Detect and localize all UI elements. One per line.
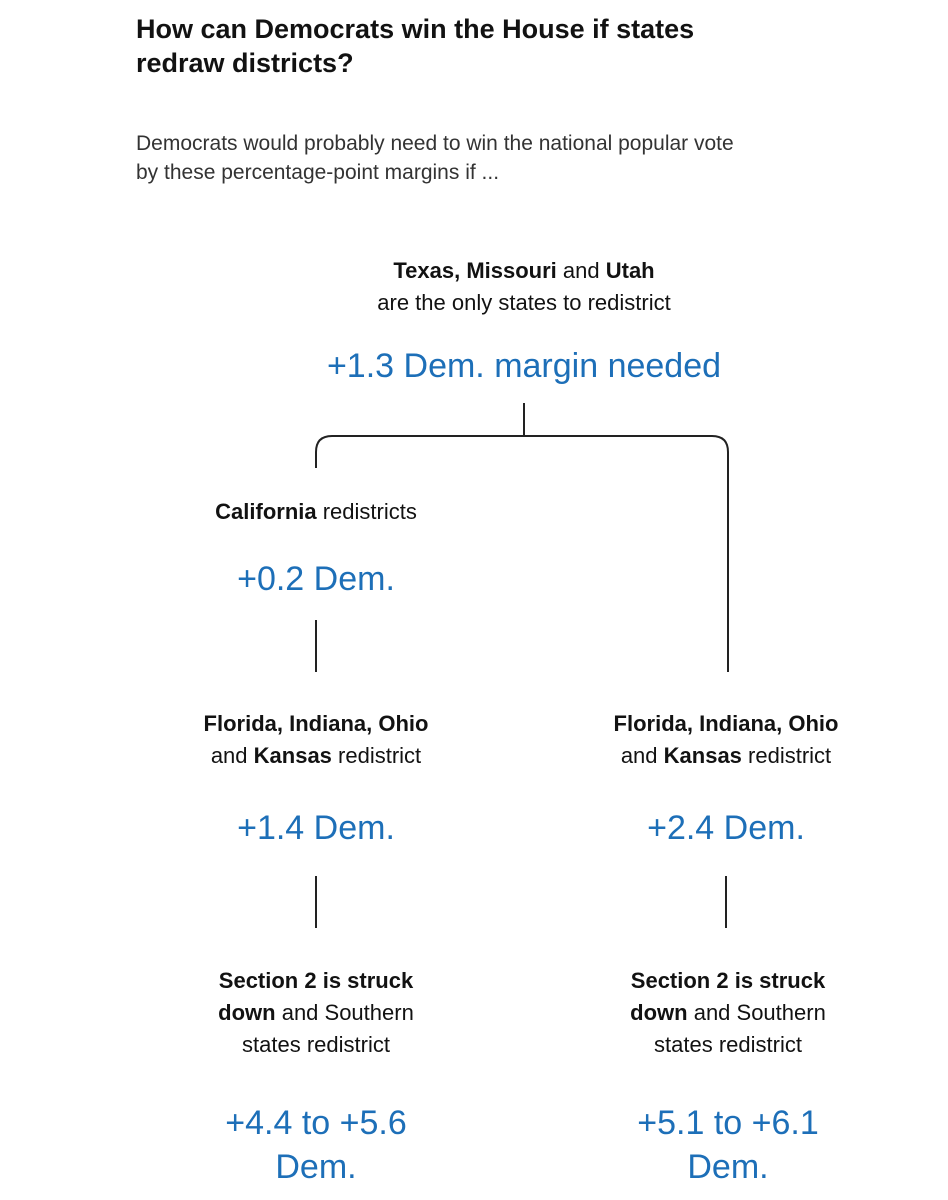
california-rest: redistricts: [316, 499, 417, 524]
right-florida-value: +2.4 Dem.: [647, 809, 805, 847]
left-section2-southern: and Southern: [275, 1000, 414, 1025]
right-kansas-bold: Kansas: [663, 743, 742, 768]
right-florida-redistrict: redistrict: [741, 743, 832, 768]
root-states-mid: and: [556, 258, 606, 283]
left-florida-group-label: [146, 708, 486, 772]
right-section2-bold-1: Section 2 is struck: [630, 968, 826, 993]
right-florida-and: and: [620, 743, 664, 768]
left-section2-line3: states redistrict: [242, 1032, 390, 1057]
root-scenario-line2: are the only states to redistrict: [377, 290, 671, 315]
left-california-value: +0.2 Dem.: [237, 560, 395, 598]
root-states-bold-2: Utah: [605, 258, 655, 283]
left-section2-bold-1: Section 2 is struck: [218, 968, 414, 993]
root-margin-value: +1.3 Dem. margin needed: [326, 347, 722, 385]
right-section2-value-line2: Dem.: [687, 1148, 769, 1186]
right-florida-group-label: [553, 708, 899, 772]
right-section2-southern: and Southern: [687, 1000, 826, 1025]
left-florida-value: +1.4 Dem.: [237, 809, 395, 847]
left-section2-value-line1: +4.4 to +5.6: [225, 1104, 407, 1142]
left-section2-bold-2: down: [218, 1000, 276, 1025]
california-bold: California: [215, 499, 317, 524]
root-states-bold-1: Texas, Missouri: [393, 258, 557, 283]
page-subtitle: Democrats would probably need to win the national popular vote by these percentage-point margins if ...: [136, 132, 734, 184]
left-florida-and: and: [210, 743, 254, 768]
left-florida-redistrict: redistrict: [331, 743, 422, 768]
left-florida-states-bold: Florida, Indiana, Ohio: [203, 711, 429, 736]
left-section2-value: [166, 1101, 466, 1189]
left-section2-label: [146, 965, 486, 1061]
root-scenario-label: [274, 255, 774, 319]
left-kansas-bold: Kansas: [253, 743, 332, 768]
right-section2-label: [558, 965, 898, 1061]
right-section2-bold-2: down: [630, 1000, 688, 1025]
left-section2-value-line2: Dem.: [275, 1148, 357, 1186]
right-section2-value: [578, 1101, 878, 1189]
right-section2-value-line1: +5.1 to +6.1: [637, 1104, 819, 1142]
right-florida-states-bold: Florida, Indiana, Ohio: [613, 711, 839, 736]
branch-bracket: [316, 436, 728, 672]
page-title: How can Democrats win the House if states redraw districts?: [136, 14, 695, 78]
left-california-label: [166, 496, 466, 528]
right-section2-line3: states redistrict: [654, 1032, 802, 1057]
